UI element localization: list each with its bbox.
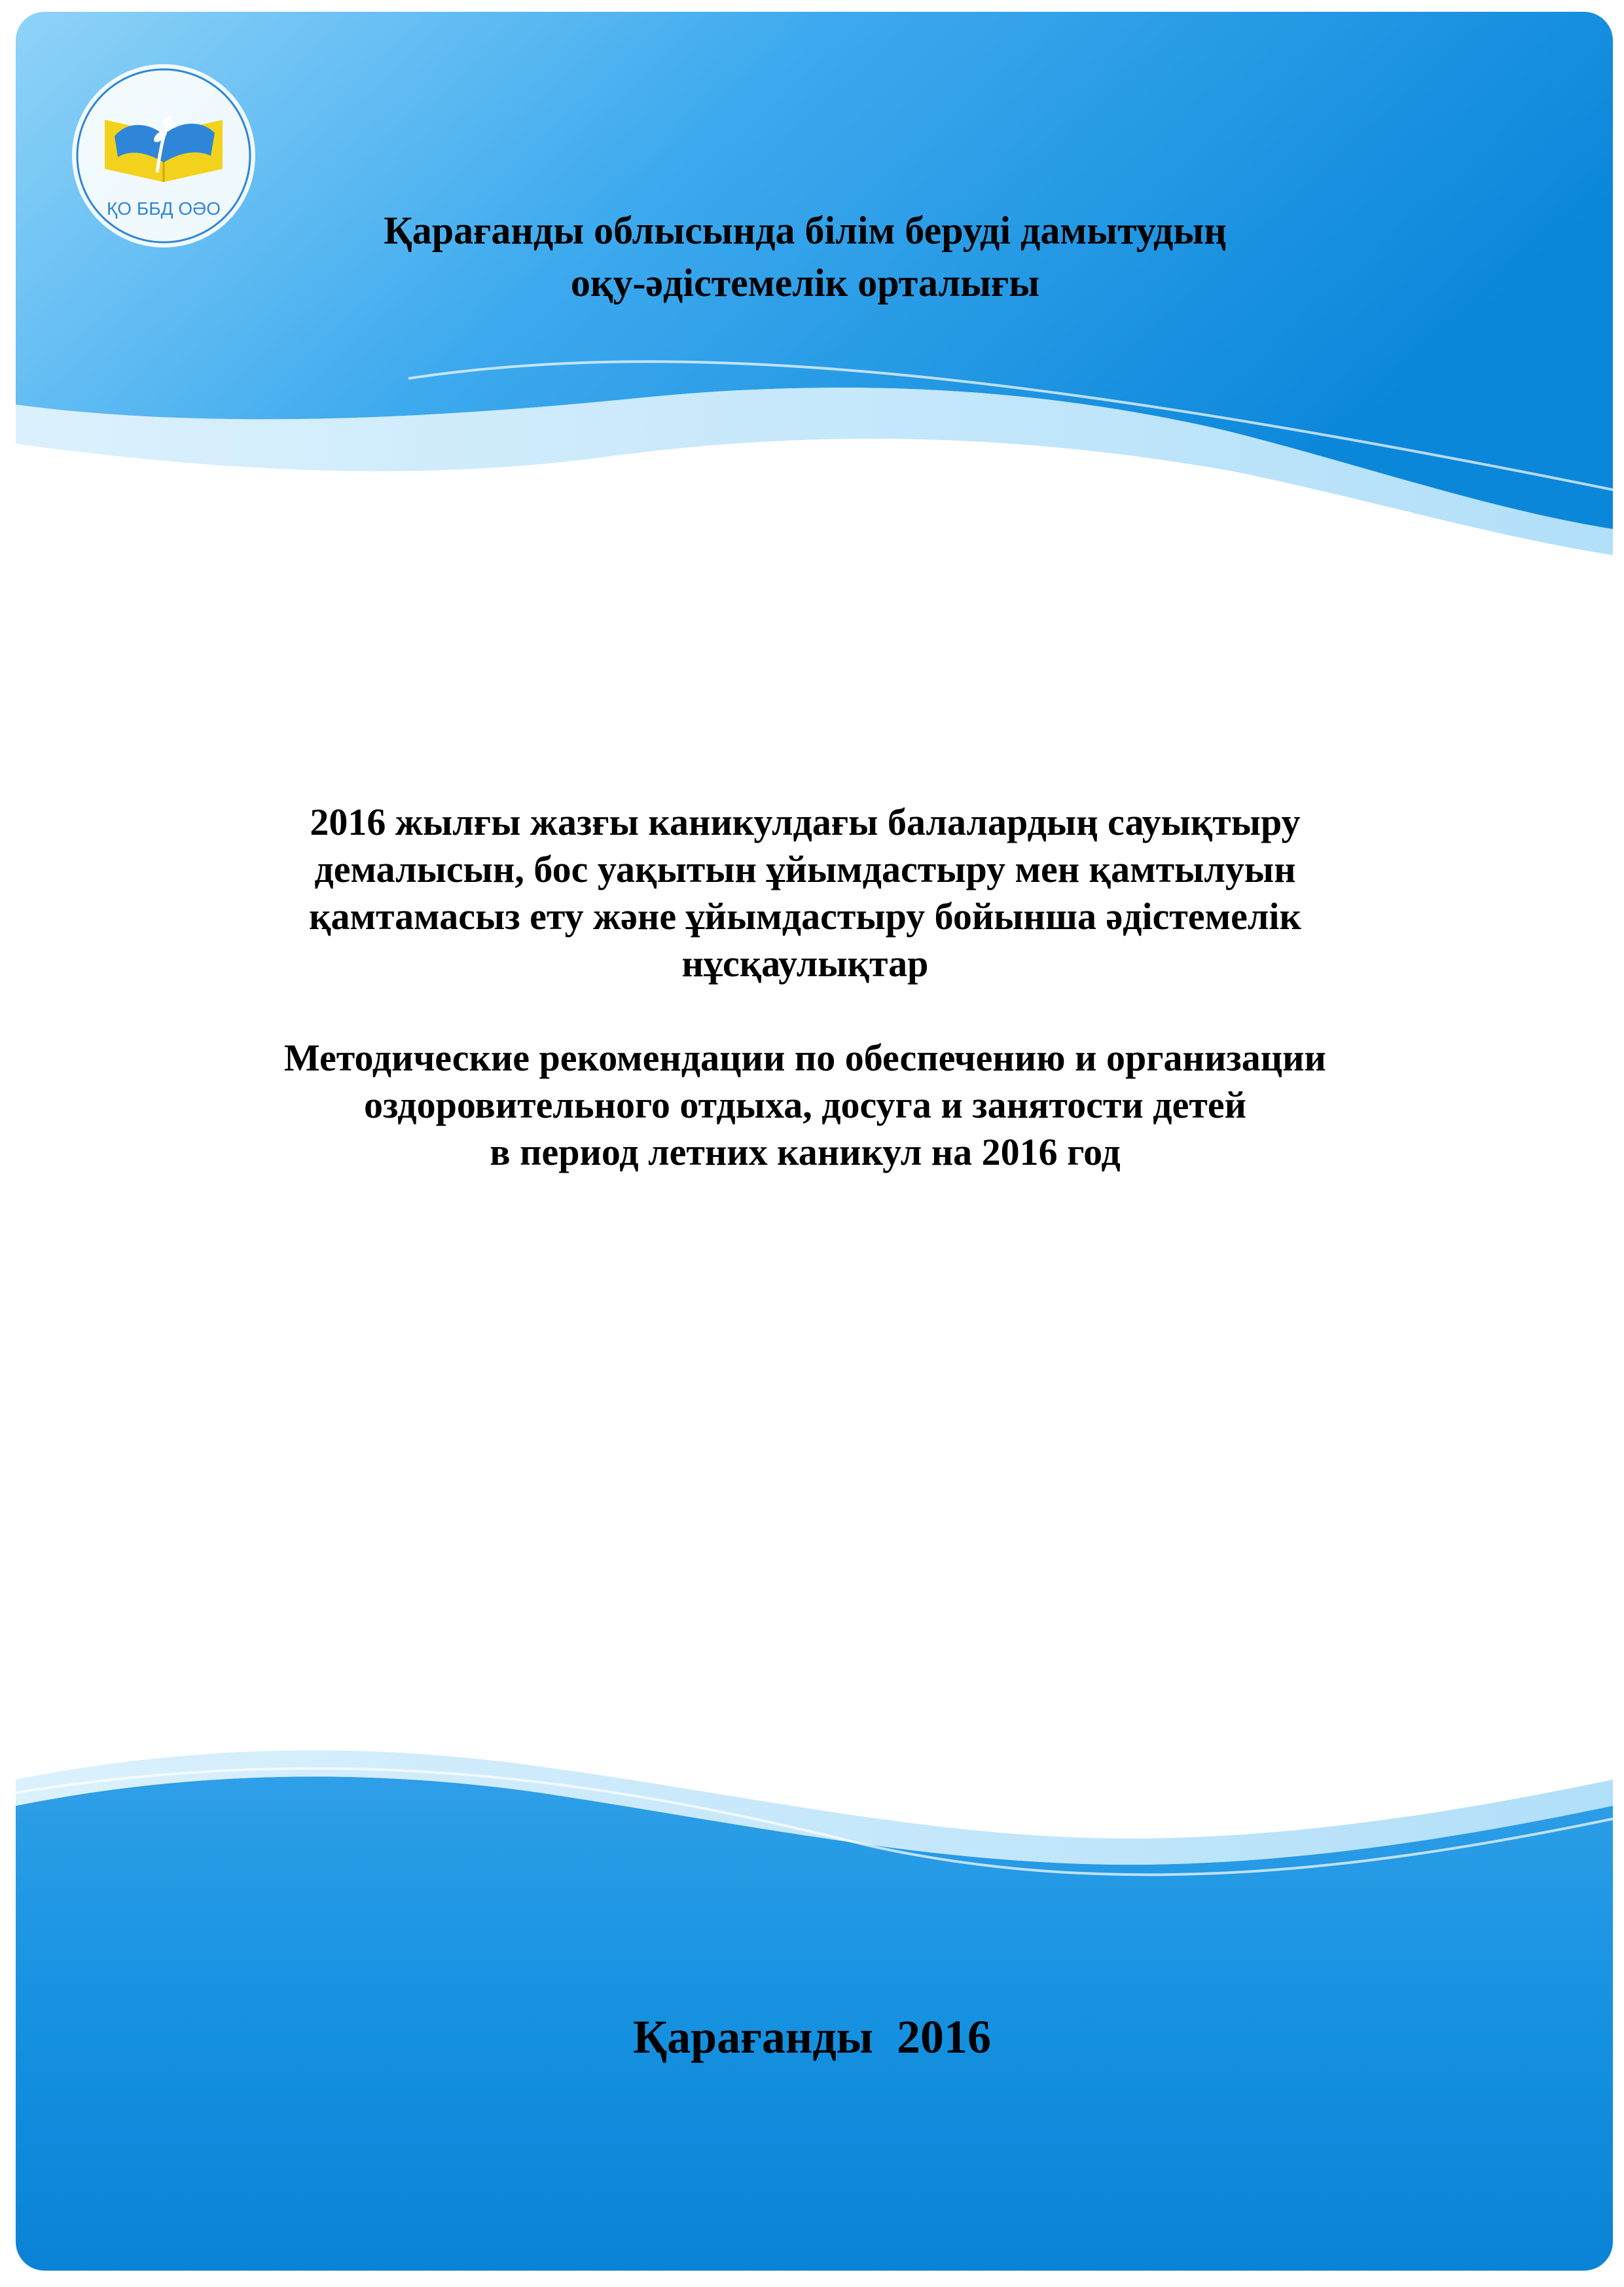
title-ru-line: в период летних каникул на 2016 год [490,1131,1121,1173]
title-ru-line: оздоровительного отдыха, досуга и занятости детей [363,1084,1247,1126]
title-ru-line: Методические рекомендации по обеспечению и организации [284,1036,1326,1079]
city-year: Қарағанды 2016 [632,2011,992,2063]
title-kz-line: демалысын, бос уақытын ұйымдастыру мен қамтылуын [314,848,1296,890]
document-title [131,799,1479,1176]
organization-name [118,204,1492,309]
title-kazakh [131,799,1479,987]
org-name-line: оқу-әдістемелік орталығы [570,261,1040,304]
svg-text:ҚО ББД ОӘО: ҚО ББД ОӘО [107,198,221,219]
title-kz-line: нұсқаулықтар [681,942,929,985]
title-kz-line: 2016 жылғы жазғы каникулдағы балалардың сауықтыру [310,801,1301,843]
title-russian [131,1034,1479,1176]
org-name-line: Қарағанды облысында білім беруді дамытудың [384,209,1227,252]
title-kz-line: қамтамасыз ету және ұйымдастыру бойынша әдістемелік [309,895,1301,938]
